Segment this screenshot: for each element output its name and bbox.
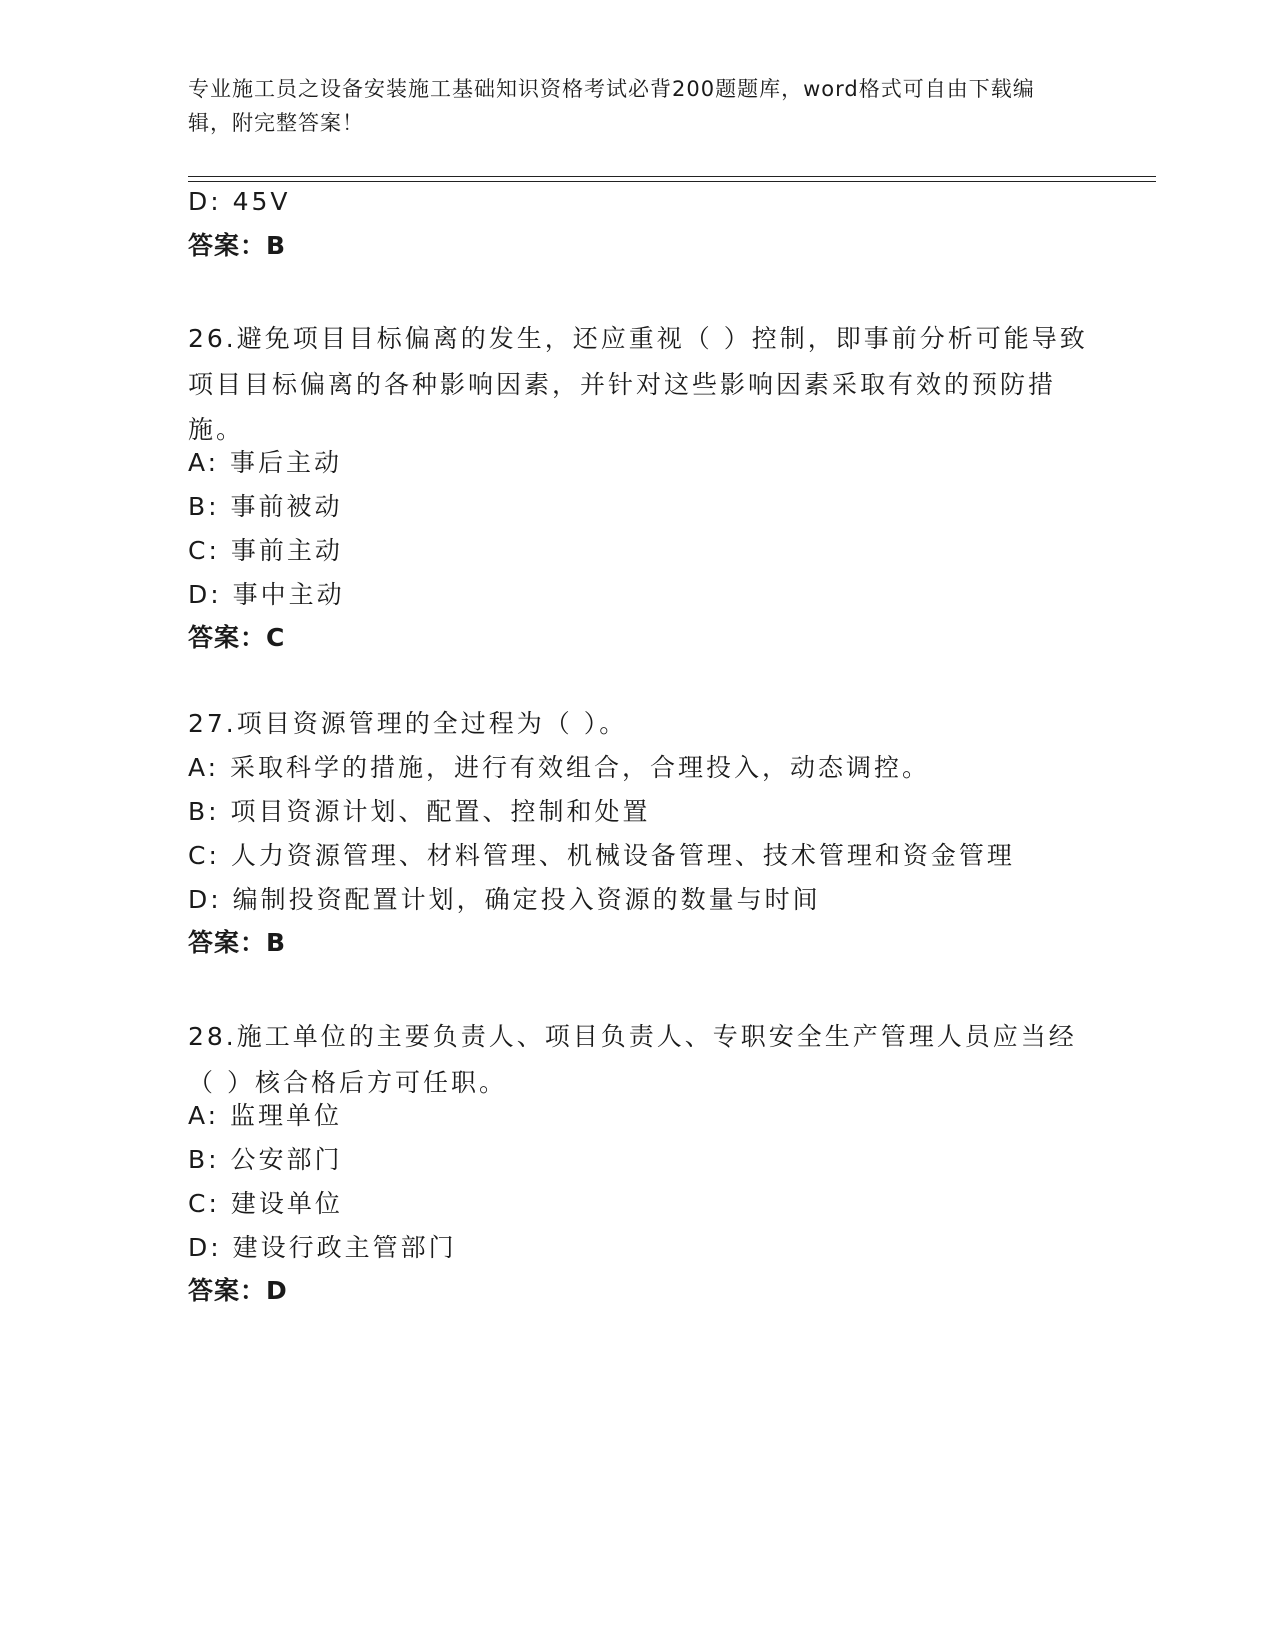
question-28-answer: 答案：D — [188, 1276, 288, 1305]
prev-answer: 答案：B — [188, 231, 287, 260]
question-27-option-d: D: 编制投资配置计划，确定投入资源的数量与时间 — [188, 885, 821, 914]
question-26-option-c: C: 事前主动 — [188, 536, 343, 565]
header-divider-second — [188, 181, 1156, 182]
question-28-option-c: C: 建设单位 — [188, 1189, 343, 1218]
question-27-option-a: A: 采取科学的措施，进行有效组合，合理投入，动态调控。 — [188, 753, 931, 782]
question-26-option-d: D: 事中主动 — [188, 580, 345, 609]
question-27-option-c: C: 人力资源管理、材料管理、机械设备管理、技术管理和资金管理 — [188, 841, 1015, 870]
question-26-option-a: A: 事后主动 — [188, 448, 343, 477]
question-28-option-d: D: 建设行政主管部门 — [188, 1233, 457, 1262]
prev-option-d: D: 45V — [188, 187, 291, 216]
question-27-answer: 答案：B — [188, 928, 287, 957]
question-27-text: 27.项目资源管理的全过程为（ ）。 — [188, 709, 628, 738]
question-28-text: 28.施工单位的主要负责人、项目负责人、专职安全生产管理人员应当经（ ）核合格后方可任职。 — [188, 1022, 1077, 1097]
question-27-option-b: B: 项目资源计划、配置、控制和处置 — [188, 797, 651, 826]
question-26-answer: 答案：C — [188, 623, 286, 652]
question-26-text: 26.避免项目目标偏离的发生，还应重视（ ）控制，即事前分析可能导致项目目标偏离的各种影响因素，并针对这些影响因素采取有效的预防措施。 — [188, 324, 1088, 444]
question-26-option-b: B: 事前被动 — [188, 492, 343, 521]
document-header: 专业施工员之设备安装施工基础知识资格考试必背200题题库，word格式可自由下载编辑，附完整答案！ — [188, 77, 1035, 135]
question-28-option-b: B: 公安部门 — [188, 1145, 343, 1174]
question-28-option-a: A: 监理单位 — [188, 1101, 343, 1130]
header-divider — [188, 176, 1156, 177]
